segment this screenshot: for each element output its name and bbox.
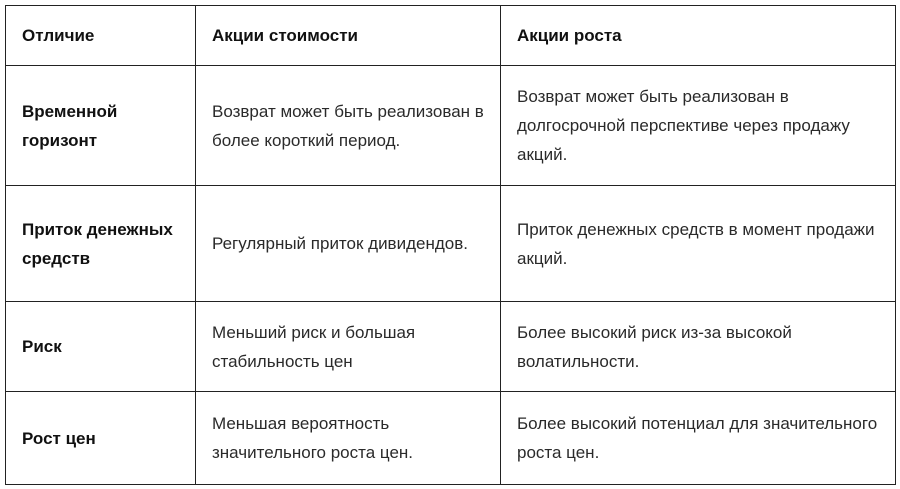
- comparison-table-container: [5, 5, 895, 484]
- growth-stocks-cell: Приток денежных средств в момент продажи акций.: [501, 186, 896, 302]
- comparison-table: [5, 5, 896, 485]
- row-label: Временной горизонт: [6, 66, 196, 186]
- table-row: [6, 302, 896, 392]
- growth-stocks-cell: Более высокий риск из-за высокой волатильности.: [501, 302, 896, 392]
- header-growth-stocks: Акции роста: [501, 6, 896, 66]
- value-stocks-cell: Регулярный приток дивидендов.: [196, 186, 501, 302]
- table-row: [6, 392, 896, 485]
- value-stocks-cell: Меньший риск и большая стабильность цен: [196, 302, 501, 392]
- header-difference: Отличие: [6, 6, 196, 66]
- table-row: [6, 66, 896, 186]
- table-header-row: [6, 6, 896, 66]
- value-stocks-cell: Меньшая вероятность значительного роста цен.: [196, 392, 501, 485]
- value-stocks-cell: Возврат может быть реализован в более короткий период.: [196, 66, 501, 186]
- growth-stocks-cell: Возврат может быть реализован в долгосрочной перспективе через продажу акций.: [501, 66, 896, 186]
- table-row: [6, 186, 896, 302]
- row-label: Рост цен: [6, 392, 196, 485]
- header-value-stocks: Акции стоимости: [196, 6, 501, 66]
- row-label: Приток денежных средств: [6, 186, 196, 302]
- row-label: Риск: [6, 302, 196, 392]
- growth-stocks-cell: Более высокий потенциал для значительного роста цен.: [501, 392, 896, 485]
